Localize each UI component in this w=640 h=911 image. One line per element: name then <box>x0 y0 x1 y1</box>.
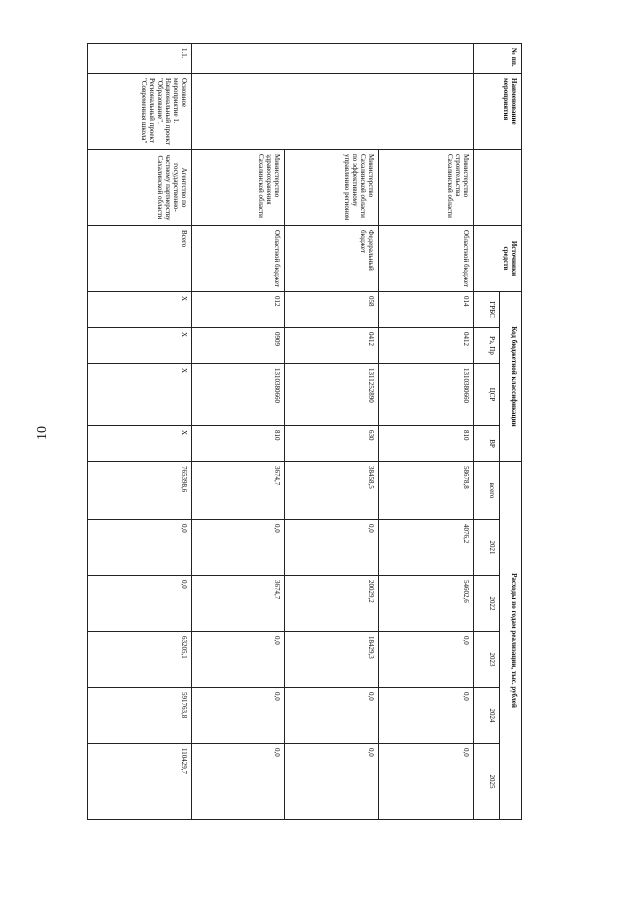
row-2022: 20029,2 <box>285 576 379 632</box>
table-row <box>88 44 192 820</box>
row-2024: 0,0 <box>379 688 474 744</box>
row-num: 1.1. <box>88 44 192 74</box>
row-total: 58678,8 <box>379 462 474 520</box>
col-grbs-header: ГРБС <box>474 292 500 328</box>
row-source: Областной бюджет <box>192 226 285 292</box>
row-grbs: 012 <box>192 292 285 328</box>
row-vr: 810 <box>192 426 285 462</box>
table-row <box>192 44 285 820</box>
row-num <box>285 44 379 74</box>
col-rzpr-header: Рз, Пр <box>474 328 500 364</box>
row-csr: 1310380660 <box>192 364 285 426</box>
row-2022: 3674,7 <box>192 576 285 632</box>
row-csr: 1310380660 <box>379 364 474 426</box>
row-2025: 110429,7 <box>88 744 192 820</box>
col-name-header: Наименование мероприятия <box>474 74 522 150</box>
row-grbs: 014 <box>379 292 474 328</box>
page-number: 10 <box>35 426 50 440</box>
row-vr: 630 <box>285 426 379 462</box>
col-total-header: всего <box>474 462 500 520</box>
col-source-header: Источники средств <box>474 226 522 292</box>
row-2023: 18429,3 <box>285 632 379 688</box>
row-csr: 1311252890 <box>285 364 379 426</box>
row-2021: 4076,2 <box>379 520 474 576</box>
row-name <box>285 74 379 150</box>
row-2025: 0,0 <box>379 744 474 820</box>
col-2025-header: 2025 <box>474 744 500 820</box>
row-grbs: 058 <box>285 292 379 328</box>
row-2022: 0,0 <box>88 576 192 632</box>
table-row <box>285 44 379 820</box>
row-rzpr: 0909 <box>192 328 285 364</box>
row-2021: 0,0 <box>88 520 192 576</box>
row-2024: 0,0 <box>285 688 379 744</box>
row-num <box>379 44 474 74</box>
row-2021: 0,0 <box>192 520 285 576</box>
row-vr: 810 <box>379 426 474 462</box>
row-2023: 0,0 <box>192 632 285 688</box>
row-source: Федеральный бюджет <box>285 226 379 292</box>
col-2024-header: 2024 <box>474 688 500 744</box>
row-responsible: Агентство по государственно-частному партнерству Сахалинской области <box>88 150 192 226</box>
col-2023-header: 2023 <box>474 632 500 688</box>
row-2024: 591763,8 <box>88 688 192 744</box>
expenses-header: Расходы по годам реализации, тыс. рублей <box>500 462 522 820</box>
row-2025: 0,0 <box>192 744 285 820</box>
header-row-1 <box>500 44 522 820</box>
row-rzpr: 0412 <box>285 328 379 364</box>
row-rzpr: Х <box>88 328 192 364</box>
col-num-header: № пп. <box>474 44 522 74</box>
row-2022: 54602,6 <box>379 576 474 632</box>
row-2023: 0,0 <box>379 632 474 688</box>
row-num <box>192 44 285 74</box>
row-2024: 0,0 <box>192 688 285 744</box>
row-grbs: Х <box>88 292 192 328</box>
row-source: Областной бюджет <box>379 226 474 292</box>
row-name: Основное мероприятие 1. Национальный проект "Образование". Региональный проект "Современная школа" <box>88 74 192 150</box>
col-2022-header: 2022 <box>474 576 500 632</box>
row-vr: Х <box>88 426 192 462</box>
row-2025: 0,0 <box>285 744 379 820</box>
col-responsible-header <box>474 150 522 226</box>
col-vr-header: ВР <box>474 426 500 462</box>
row-source: Всего <box>88 226 192 292</box>
row-total: 765398,6 <box>88 462 192 520</box>
budget-table <box>87 43 522 820</box>
row-total: 38458,5 <box>285 462 379 520</box>
col-2021-header: 2021 <box>474 520 500 576</box>
row-responsible: Министерство здравоохранения Сахалинской области <box>192 150 285 226</box>
row-rzpr: 0412 <box>379 328 474 364</box>
col-csr-header: ЦСР <box>474 364 500 426</box>
budget-code-header: Код бюджетной классификации <box>500 292 522 462</box>
table-row <box>379 44 474 820</box>
row-name <box>379 74 474 150</box>
row-2023: 63205,1 <box>88 632 192 688</box>
row-name <box>192 74 285 150</box>
row-total: 3674,7 <box>192 462 285 520</box>
rotated-table-container <box>88 43 522 819</box>
row-2021: 0,0 <box>285 520 379 576</box>
row-csr: Х <box>88 364 192 426</box>
row-responsible: Министерство строительства Сахалинской области <box>379 150 474 226</box>
row-responsible: Министерство Сахалинской области по эффективному управлению регионом <box>285 150 379 226</box>
